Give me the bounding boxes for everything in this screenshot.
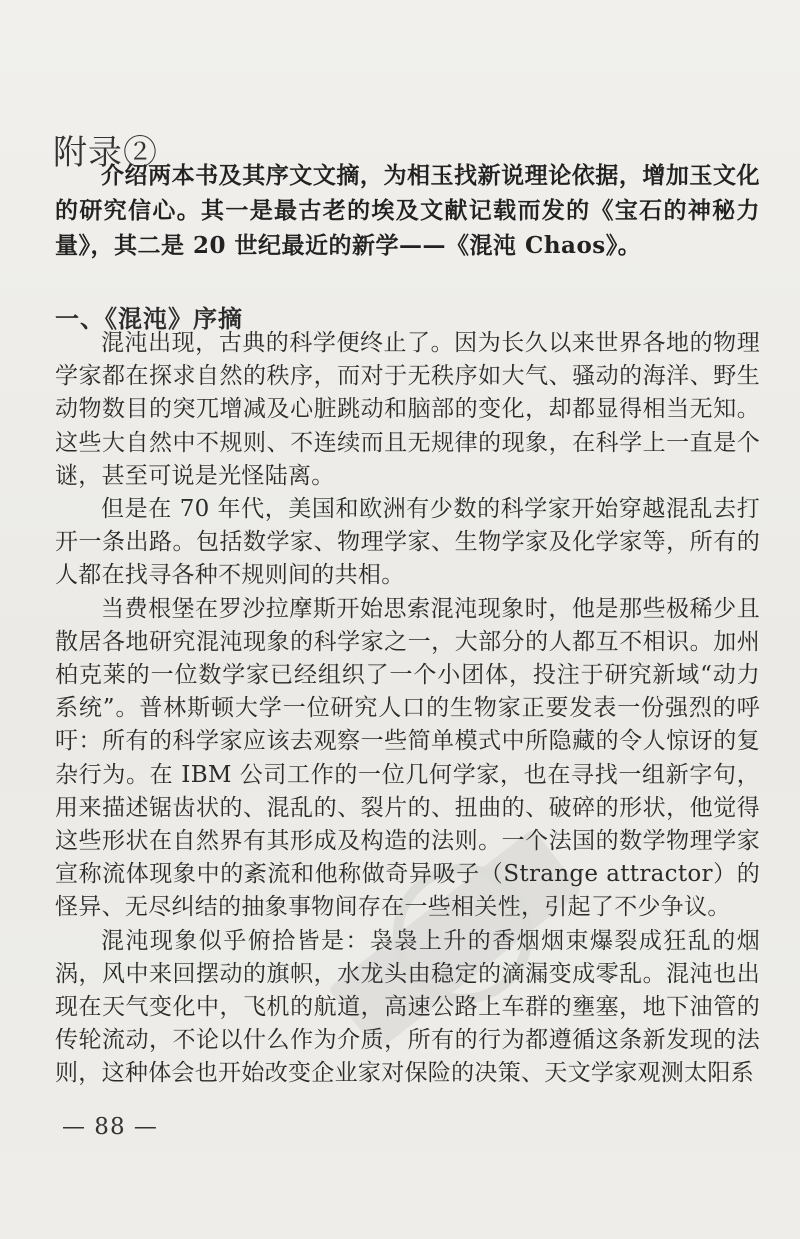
body-paragraph-1: 混沌出现，古典的科学便终止了。因为长久以来世界各地的物理学家都在探求自然的秩序，而对于无秩序如大气、骚动的海洋、野生动物数目的突兀增减及心脏跳动和脑部的变化，却都显得相当无知。这些大自然中不规则、不连续而且无规律的现象，在科学上一直是个谜，甚至可说是光怪陆离。 (55, 330, 760, 489)
body-paragraph-4: 混沌现象似乎俯拾皆是：袅袅上升的香烟烟束爆裂成狂乱的烟涡，风中来回摆动的旗帜，水龙头由稳定的滴漏变成零乱。混沌也出现在天气变化中，飞机的航道，高速公路上车群的壅塞，地下油管的传轮流动，不论以什么作为介质，所有的行为都遵循这条新发现的法则，这种体会也开始改变企业家对保险的决策、天文学家观测太阳系 (55, 927, 760, 1087)
page-number: — 88 — (62, 1114, 158, 1140)
body-text (55, 327, 760, 1091)
body-paragraph-3: 当费根堡在罗沙拉摩斯开始思索混沌现象时，他是那些极稀少且散居各地研究混沌现象的科学家之一，大部分的人都互不相识。加州柏克莱的一位数学家已经组织了一个小团体，投注于研究新域“动力系统”。普林斯顿大学一位研究人口的生物家正要发表一份强烈的呼吁：所有的科学家应该去观察一些简单模式中所隐藏的令人惊讶的复杂行为。在 IBM 公司工作的一位几何学家，也在寻找一组新字句，用来描述锯齿状的、混乱的、裂片的、扭曲的、破碎的形状，他觉得这些形状在自然界有其形成及构造的法则。一个法国的数学物理学家宣称流体现象中的紊流和他称做奇异吸子（Strange attractor）的怪异、无尽纠结的抽象事物间存在一些相关性，引起了不少争议。 (55, 595, 760, 921)
section-heading: 一、《混沌》序摘 (55, 303, 243, 333)
body-paragraph-2: 但是在 70 年代，美国和欧洲有少数的科学家开始穿越混乱去打开一条出路。包括数学家、物理学家、生物学家及化学家等，所有的人都在找寻各种不规则间的共相。 (55, 496, 760, 589)
intro-block (55, 158, 760, 263)
intro-paragraph: 介绍两本书及其序文文摘，为相玉找新说理论依据，增加玉文化的研究信心。其一是最古老的埃及文献记载而发的《宝石的神秘力量》，其二是 20 世纪最近的新学——《混沌 Chaos》。 (55, 162, 760, 259)
appendix-title: 附录② (53, 132, 158, 173)
